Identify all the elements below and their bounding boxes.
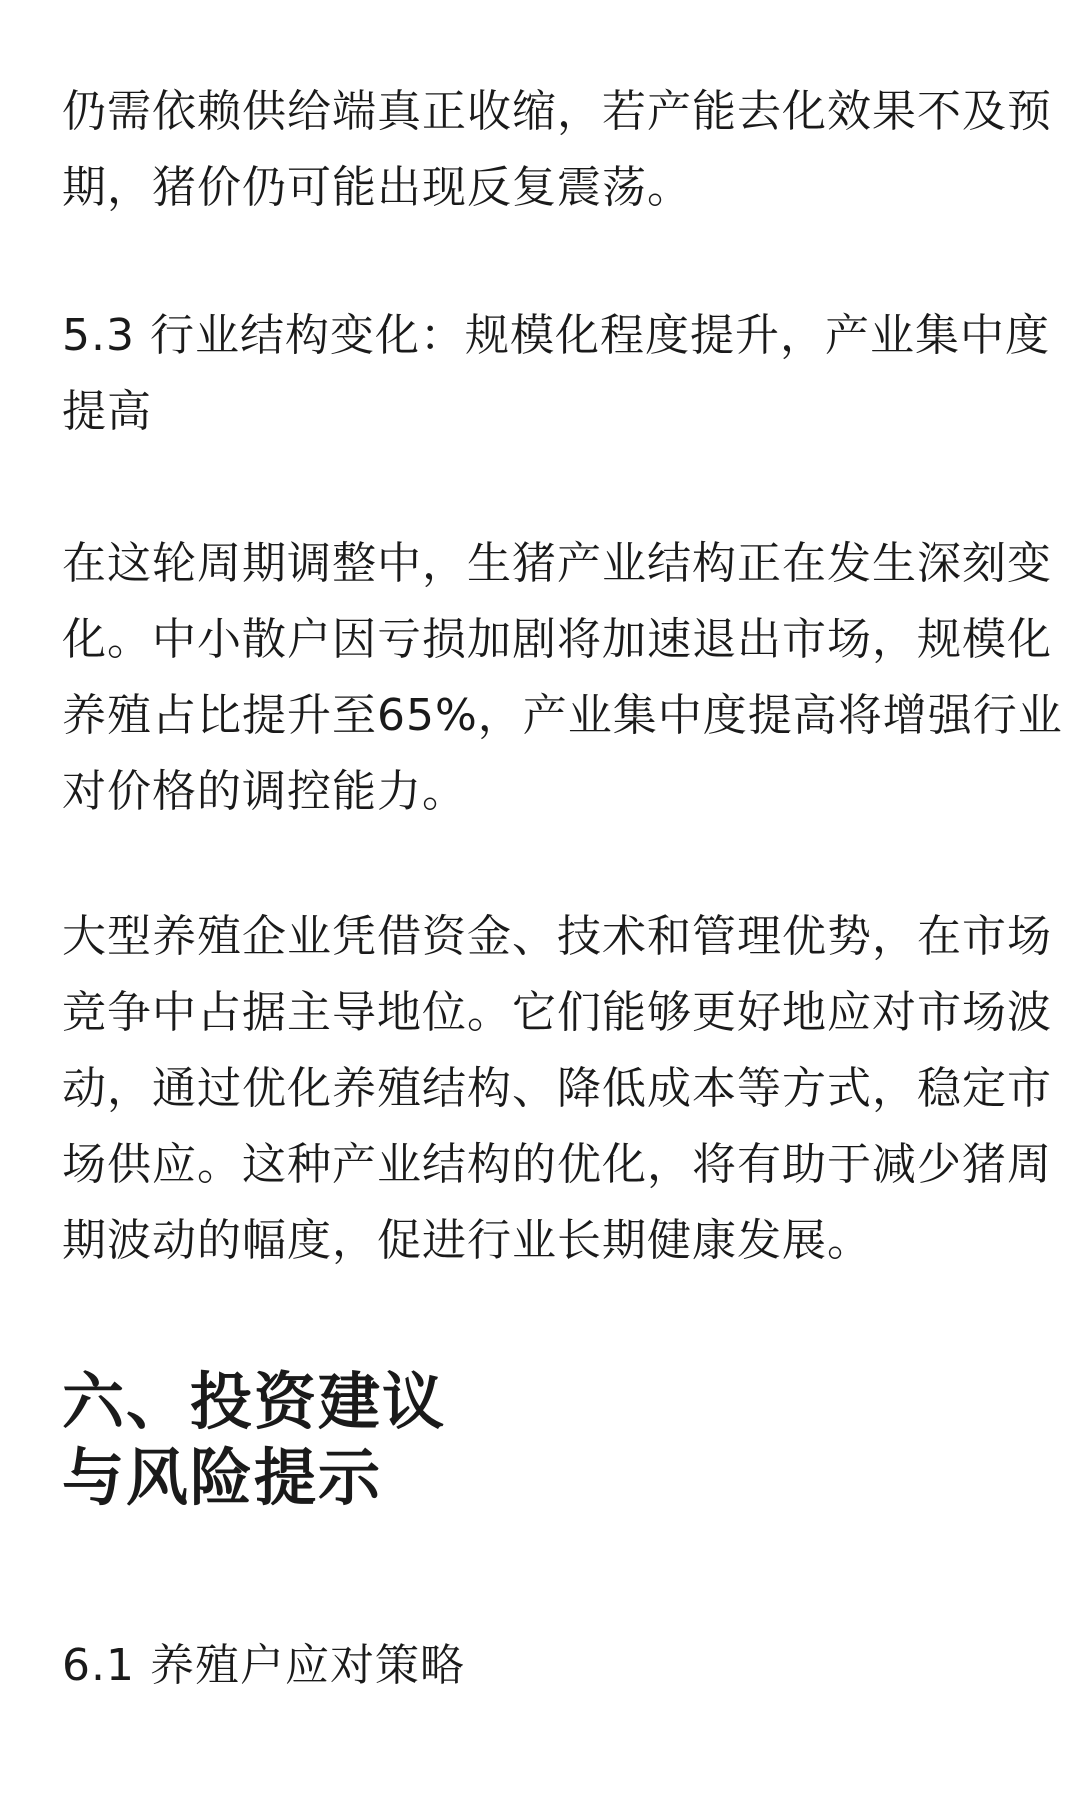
subheading-line: 提高 [62, 386, 152, 437]
paragraph-line: 仍需依赖供给端真正收缩，若产能去化效果不及预 [62, 86, 1052, 137]
paragraph-line: 期，猪价仍可能出现反复震荡。 [62, 162, 692, 213]
paragraph-line: 养殖占比提升至65%，产业集中度提高将增强行业 [62, 690, 1063, 741]
heading-line: 六、投资建议 [62, 1365, 447, 1438]
paragraph-line: 化。中小散户因亏损加剧将加速退出市场，规模化 [62, 614, 1052, 665]
paragraph-line: 竞争中占据主导地位。它们能够更好地应对市场波 [62, 987, 1052, 1038]
subheading-line: 5.3 行业结构变化：规模化程度提升，产业集中度 [62, 310, 1050, 361]
paragraph-line: 对价格的调控能力。 [62, 766, 467, 817]
intro-paragraph [62, 74, 1052, 226]
section-heading-6 [62, 1364, 1022, 1516]
subheading-5-3 [62, 298, 1050, 450]
paragraph-line: 大型养殖企业凭借资金、技术和管理优势，在市场 [62, 911, 1052, 962]
subheading-6-1 [62, 1628, 1022, 1704]
paragraph-line: 场供应。这种产业结构的优化，将有助于减少猪周 [62, 1139, 1052, 1190]
paragraph-line: 期波动的幅度，促进行业长期健康发展。 [62, 1215, 872, 1266]
heading-line: 与风险提示 [62, 1441, 383, 1514]
paragraph-line: 在这轮周期调整中，生猪产业结构正在发生深刻变 [62, 538, 1052, 589]
large-enterprise-paragraph [62, 899, 1052, 1279]
subheading-line: 6.1 养殖户应对策略 [62, 1640, 465, 1691]
industry-structure-paragraph [62, 526, 1063, 830]
paragraph-line: 动，通过优化养殖结构、降低成本等方式，稳定市 [62, 1063, 1052, 1114]
